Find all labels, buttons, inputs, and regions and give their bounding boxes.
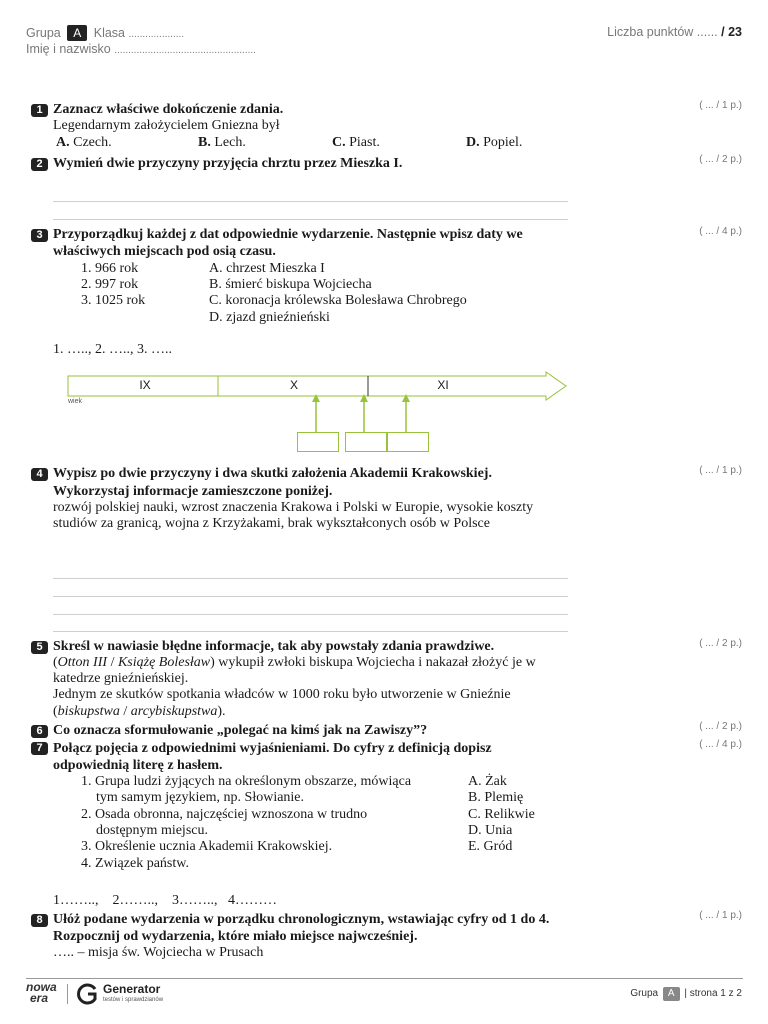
question-number-badge: 8: [31, 914, 48, 927]
q7-term: B. Plemię: [468, 790, 524, 805]
q5-sentence-2-line-1: Jednym ze skutków spotkania władców w 1000 roku było utworzenie w Gnieźnie: [53, 687, 511, 702]
header-points: [607, 25, 742, 39]
group-badge: A: [663, 987, 680, 1001]
q7-prompt-line-1: Połącz pojęcia z odpowiednimi wyjaśnieniami. Do cyfry z definicją dopisz: [53, 741, 492, 756]
q1-stem: Legendarnym założycielem Gniezna był: [53, 118, 280, 133]
answer-line[interactable]: [53, 596, 568, 597]
q7-definition: 1. Grupa ludzi żyjących na określonym obszarze, mówiąca: [81, 774, 412, 789]
q3-prompt-line-2: właściwych miejscach pod osią czasu.: [53, 244, 276, 259]
century-label: X: [289, 378, 298, 392]
question-number-badge: 2: [31, 158, 48, 171]
q7-definition: 2. Osada obronna, najczęściej wznoszona w trudno: [81, 807, 368, 822]
q3-prompt-line-1: Przyporządkuj każdej z dat odpowiednie wydarzenie. Następnie wpisz daty we: [53, 227, 523, 242]
q3-date: 3. 1025 rok: [81, 293, 146, 308]
q5-sentence-1: [53, 655, 536, 672]
q2-points: ( ... / 2 p.): [699, 154, 742, 165]
answer-line[interactable]: [53, 201, 568, 202]
question-number-badge: 5: [31, 641, 48, 654]
q7-definition: 4. Związek państw.: [81, 856, 189, 871]
bracket: (: [53, 655, 58, 670]
footer-divider: [26, 978, 743, 979]
q4-info-line-2: studiów za granicą, wojna z Krzyżakami, brak wykształconych osób w Polsce: [53, 516, 490, 531]
q5-prompt: Skreśl w nawiasie błędne informacje, tak aby powstały zdania prawdziwe.: [53, 639, 495, 654]
bracket: ).: [217, 704, 226, 719]
header-group: [26, 25, 184, 41]
q6-prompt: Co oznacza sformułowanie „polegać na kimś jak na Zawiszy”?: [53, 723, 428, 738]
option-text: Piast.: [349, 135, 380, 150]
q5-sentence-1-line-2: katedrze gnieźnieńskiej.: [53, 671, 189, 686]
name-field[interactable]: ...................................................: [114, 45, 256, 56]
q7-definition: 3. Określenie ucznia Akademii Krakowskiej.: [81, 839, 333, 854]
footer-page-info: [630, 987, 742, 1001]
sentence-text: ) wykupił zwłoki biskupa Wojciecha i nakazał złożyć je w: [210, 655, 536, 670]
axis-label: wiek: [68, 398, 83, 405]
group-label: Grupa: [26, 26, 61, 40]
q7-term: D. Unia: [468, 823, 513, 838]
timeline-answer-box[interactable]: [297, 432, 339, 452]
logo-text: era: [30, 991, 49, 1005]
question-number-badge: 6: [31, 725, 48, 738]
header-name: [26, 42, 256, 56]
q5-choice[interactable]: biskupstwa: [57, 704, 120, 719]
q3-points: ( ... / 4 p.): [699, 226, 742, 237]
q5-sentence-2-line-2: [53, 704, 226, 721]
answer-line[interactable]: [53, 578, 568, 579]
q3-date: 1. 966 rok: [81, 261, 139, 276]
question-number-badge: 7: [31, 742, 48, 755]
timeline-answer-box[interactable]: [345, 432, 387, 452]
option-text: Lech.: [214, 135, 246, 150]
q7-term: A. Żak: [468, 774, 507, 789]
q7-prompt-line-2: odpowiednią literę z hasłem.: [53, 758, 223, 773]
points-label: Liczba punktów ......: [607, 25, 718, 39]
answer-line[interactable]: [53, 614, 568, 615]
generator-g-icon: [75, 983, 99, 1005]
class-field[interactable]: ....................: [128, 29, 185, 40]
q8-prompt-line-1: Ułóż podane wydarzenia w porządku chronologicznym, wstawiając cyfry od 1 do 4.: [53, 912, 550, 927]
q5-points: ( ... / 2 p.): [699, 638, 742, 649]
q3-event: B. śmierć biskupa Wojciecha: [209, 277, 372, 292]
option-letter: D.: [466, 135, 480, 150]
name-label: Imię i nazwisko: [26, 42, 111, 56]
question-number-badge: 3: [31, 229, 48, 242]
q3-answer[interactable]: 1. ….., 2. ….., 3. …..: [53, 342, 172, 357]
q7-definition: dostępnym miejscu.: [96, 823, 208, 838]
q1-option-c[interactable]: [332, 135, 380, 152]
q1-option-d[interactable]: [466, 135, 522, 152]
century-label: XI: [437, 378, 449, 392]
logo-divider: [67, 984, 68, 1004]
q7-definition: tym samym językiem, np. Słowianie.: [96, 790, 305, 805]
q8-points: ( ... / 1 p.): [699, 910, 742, 921]
bracket: (: [53, 704, 58, 719]
logo-text: nowa: [26, 980, 57, 994]
q2-prompt: Wymień dwie przyczyny przyjęcia chrztu przez Mieszka I.: [53, 156, 403, 171]
answer-line[interactable]: [53, 219, 568, 220]
q3-event: C. koronacja królewska Bolesława Chrobrego: [209, 293, 467, 308]
q7-term: C. Relikwie: [468, 807, 535, 822]
q4-prompt-line-1: Wypisz po dwie przyczyny i dwa skutki założenia Akademii Krakowskiej.: [53, 466, 492, 481]
q3-event: A. chrzest Mieszka I: [209, 261, 325, 276]
page-number: | strona 1 z 2: [684, 988, 742, 999]
group-badge: A: [67, 25, 87, 41]
option-letter: A.: [56, 135, 70, 150]
question-number-badge: 1: [31, 104, 48, 117]
separator: /: [119, 704, 131, 719]
option-letter: B.: [198, 135, 211, 150]
century-label: IX: [139, 378, 151, 392]
option-letter: C.: [332, 135, 346, 150]
q1-option-b[interactable]: [198, 135, 246, 152]
q5-choice[interactable]: Książę Bolesław: [117, 655, 211, 670]
q1-option-a[interactable]: [56, 135, 112, 152]
q7-points: ( ... / 4 p.): [699, 739, 742, 750]
q8-prompt-line-2: Rozpocznij od wydarzenia, które miało miejsce najwcześniej.: [53, 929, 418, 944]
q7-term: E. Gród: [468, 839, 513, 854]
question-number-badge: 4: [31, 468, 48, 481]
q3-event: D. zjazd gnieźnieński: [209, 310, 330, 325]
timeline-answer-box[interactable]: [387, 432, 429, 452]
q5-choice[interactable]: arcybiskupstwa: [130, 704, 218, 719]
points-total: / 23: [721, 25, 742, 39]
nowa-era-logo: [26, 982, 57, 1004]
q7-answer[interactable]: 1…….., 2…….., 3…….., 4………: [53, 893, 277, 908]
q8-item[interactable]: ….. – misja św. Wojciecha w Prusach: [53, 945, 264, 960]
q6-points: ( ... / 2 p.): [699, 721, 742, 732]
q5-choice[interactable]: Otton III: [57, 655, 108, 670]
q4-prompt-line-2: Wykorzystaj informacje zamieszczone poniżej.: [53, 484, 333, 499]
separator: /: [107, 655, 118, 670]
q4-points: ( ... / 1 p.): [699, 465, 742, 476]
generator-title: Generator: [103, 982, 161, 996]
answer-line[interactable]: [53, 631, 568, 632]
group-label: Grupa: [630, 988, 659, 999]
q1-points: ( ... / 1 p.): [699, 100, 742, 111]
q3-date: 2. 997 rok: [81, 277, 139, 292]
generator-subtitle: testów i sprawdzianów: [103, 997, 164, 1003]
option-text: Popiel.: [483, 135, 523, 150]
q4-info-line-1: rozwój polskiej nauki, wzrost znaczenia Krakowa i Polski w Europie, wysokie koszty: [53, 500, 534, 515]
class-label: Klasa: [93, 26, 126, 40]
q1-prompt: Zaznacz właściwe dokończenie zdania.: [53, 102, 284, 117]
option-text: Czech.: [73, 135, 112, 150]
